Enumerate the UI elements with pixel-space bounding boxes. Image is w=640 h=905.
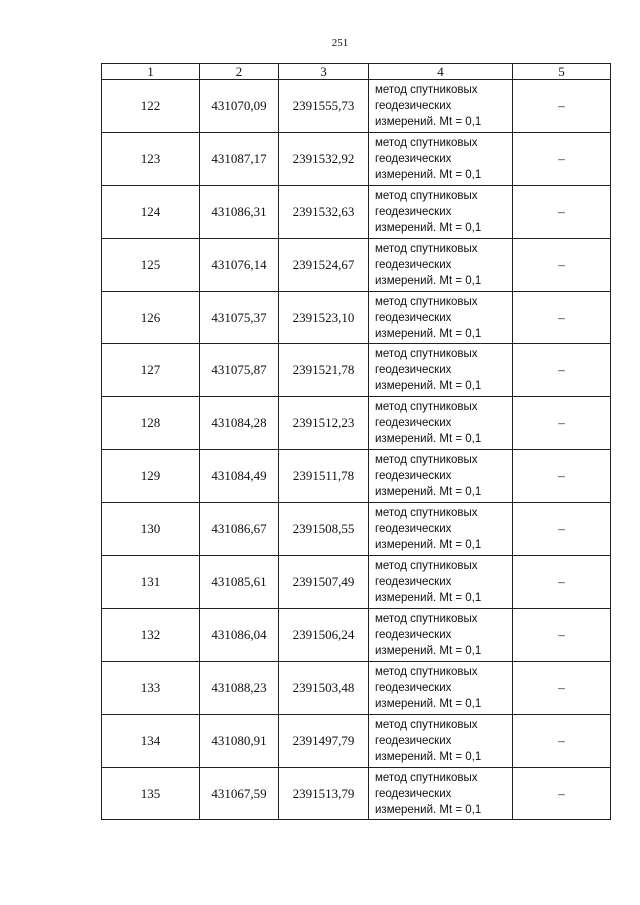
point-number-cell: 122	[102, 80, 200, 133]
method-line: измерений. Mt = 0,1	[375, 327, 482, 340]
method-line: метод спутниковых	[375, 507, 478, 520]
y-coordinate-cell: 2391507,49	[279, 556, 369, 609]
method-line: геодезических	[375, 575, 452, 588]
method-line: измерений. Mt = 0,1	[375, 168, 482, 181]
method-cell	[369, 291, 513, 344]
method-line: метод спутниковых	[375, 612, 478, 625]
note-cell: –	[513, 344, 611, 397]
table-row	[102, 608, 611, 661]
method-line: измерений. Mt = 0,1	[375, 644, 482, 657]
method-line: геодезических	[375, 523, 452, 536]
point-number-cell: 133	[102, 661, 200, 714]
y-coordinate-cell: 2391532,92	[279, 132, 369, 185]
note-cell: –	[513, 132, 611, 185]
point-number-cell: 123	[102, 132, 200, 185]
point-number-cell: 130	[102, 503, 200, 556]
table-row	[102, 556, 611, 609]
note-cell: –	[513, 238, 611, 291]
y-coordinate-cell: 2391512,23	[279, 397, 369, 450]
method-cell	[369, 714, 513, 767]
y-coordinate-cell: 2391521,78	[279, 344, 369, 397]
method-cell	[369, 80, 513, 133]
header-col-5: 5	[513, 64, 611, 80]
method-cell	[369, 608, 513, 661]
method-line: метод спутниковых	[375, 242, 478, 255]
table-body	[102, 80, 611, 820]
point-number-cell: 131	[102, 556, 200, 609]
method-line: измерений. Mt = 0,1	[375, 380, 482, 393]
table-header	[102, 64, 611, 80]
table-row	[102, 185, 611, 238]
y-coordinate-cell: 2391555,73	[279, 80, 369, 133]
x-coordinate-cell: 431075,37	[200, 291, 279, 344]
y-coordinate-cell: 2391532,63	[279, 185, 369, 238]
method-line: метод спутниковых	[375, 665, 478, 678]
method-line: измерений. Mt = 0,1	[375, 433, 482, 446]
method-line: геодезических	[375, 311, 452, 324]
note-cell: –	[513, 450, 611, 503]
point-number-cell: 135	[102, 767, 200, 820]
x-coordinate-cell: 431085,61	[200, 556, 279, 609]
page-number: 251	[331, 37, 349, 49]
method-line: измерений. Mt = 0,1	[375, 591, 482, 604]
x-coordinate-cell: 431067,59	[200, 767, 279, 820]
table-row	[102, 450, 611, 503]
note-cell: –	[513, 291, 611, 344]
method-cell	[369, 132, 513, 185]
note-cell: –	[513, 556, 611, 609]
method-cell	[369, 556, 513, 609]
note-cell: –	[513, 767, 611, 820]
method-line: геодезических	[375, 152, 452, 165]
point-number-cell: 125	[102, 238, 200, 291]
point-number-cell: 128	[102, 397, 200, 450]
header-col-2: 2	[200, 64, 279, 80]
point-number-cell: 126	[102, 291, 200, 344]
method-line: измерений. Mt = 0,1	[375, 486, 482, 499]
y-coordinate-cell: 2391503,48	[279, 661, 369, 714]
y-coordinate-cell: 2391524,67	[279, 238, 369, 291]
header-col-4: 4	[369, 64, 513, 80]
x-coordinate-cell: 431086,67	[200, 503, 279, 556]
method-cell	[369, 661, 513, 714]
x-coordinate-cell: 431086,31	[200, 185, 279, 238]
method-line: измерений. Mt = 0,1	[375, 274, 482, 287]
table-row	[102, 132, 611, 185]
y-coordinate-cell: 2391523,10	[279, 291, 369, 344]
x-coordinate-cell: 431076,14	[200, 238, 279, 291]
table-row	[102, 661, 611, 714]
method-line: метод спутниковых	[375, 189, 478, 202]
method-line: метод спутниковых	[375, 295, 478, 308]
method-line: геодезических	[375, 681, 452, 694]
note-cell: –	[513, 661, 611, 714]
table-row	[102, 238, 611, 291]
note-cell: –	[513, 503, 611, 556]
y-coordinate-cell: 2391511,78	[279, 450, 369, 503]
method-line: метод спутниковых	[375, 348, 478, 361]
method-line: метод спутниковых	[375, 83, 478, 96]
coordinates-table	[101, 63, 611, 820]
y-coordinate-cell: 2391497,79	[279, 714, 369, 767]
note-cell: –	[513, 397, 611, 450]
method-line: измерений. Mt = 0,1	[375, 539, 482, 552]
method-line: измерений. Mt = 0,1	[375, 697, 482, 710]
method-line: метод спутниковых	[375, 136, 478, 149]
method-line: измерений. Mt = 0,1	[375, 750, 482, 763]
point-number-cell: 132	[102, 608, 200, 661]
method-line: измерений. Mt = 0,1	[375, 115, 482, 128]
x-coordinate-cell: 431088,23	[200, 661, 279, 714]
table-row	[102, 767, 611, 820]
method-line: метод спутниковых	[375, 718, 478, 731]
note-cell: –	[513, 185, 611, 238]
method-line: геодезических	[375, 258, 452, 271]
method-cell	[369, 767, 513, 820]
table-row	[102, 714, 611, 767]
x-coordinate-cell: 431087,17	[200, 132, 279, 185]
method-line: геодезических	[375, 364, 452, 377]
method-cell	[369, 185, 513, 238]
x-coordinate-cell: 431080,91	[200, 714, 279, 767]
x-coordinate-cell: 431086,04	[200, 608, 279, 661]
note-cell: –	[513, 608, 611, 661]
method-line: метод спутниковых	[375, 454, 478, 467]
method-line: измерений. Mt = 0,1	[375, 803, 482, 816]
method-cell	[369, 450, 513, 503]
method-cell	[369, 397, 513, 450]
method-line: геодезических	[375, 734, 452, 747]
y-coordinate-cell: 2391508,55	[279, 503, 369, 556]
method-line: геодезических	[375, 628, 452, 641]
table-row	[102, 344, 611, 397]
method-cell	[369, 238, 513, 291]
table-row	[102, 503, 611, 556]
table-row	[102, 291, 611, 344]
point-number-cell: 127	[102, 344, 200, 397]
x-coordinate-cell: 431084,49	[200, 450, 279, 503]
x-coordinate-cell: 431084,28	[200, 397, 279, 450]
header-row	[102, 64, 611, 80]
method-line: метод спутниковых	[375, 559, 478, 572]
method-line: метод спутниковых	[375, 401, 478, 414]
y-coordinate-cell: 2391506,24	[279, 608, 369, 661]
y-coordinate-cell: 2391513,79	[279, 767, 369, 820]
method-line: геодезических	[375, 417, 452, 430]
point-number-cell: 129	[102, 450, 200, 503]
header-col-3: 3	[279, 64, 369, 80]
table-row	[102, 80, 611, 133]
x-coordinate-cell: 431070,09	[200, 80, 279, 133]
method-line: измерений. Mt = 0,1	[375, 221, 482, 234]
method-line: метод спутниковых	[375, 771, 478, 784]
method-cell	[369, 344, 513, 397]
note-cell: –	[513, 714, 611, 767]
point-number-cell: 124	[102, 185, 200, 238]
x-coordinate-cell: 431075,87	[200, 344, 279, 397]
method-cell	[369, 503, 513, 556]
point-number-cell: 134	[102, 714, 200, 767]
note-cell: –	[513, 80, 611, 133]
table-row	[102, 397, 611, 450]
method-line: геодезических	[375, 787, 452, 800]
header-col-1: 1	[102, 64, 200, 80]
method-line: геодезических	[375, 99, 452, 112]
method-line: геодезических	[375, 470, 452, 483]
method-line: геодезических	[375, 205, 452, 218]
